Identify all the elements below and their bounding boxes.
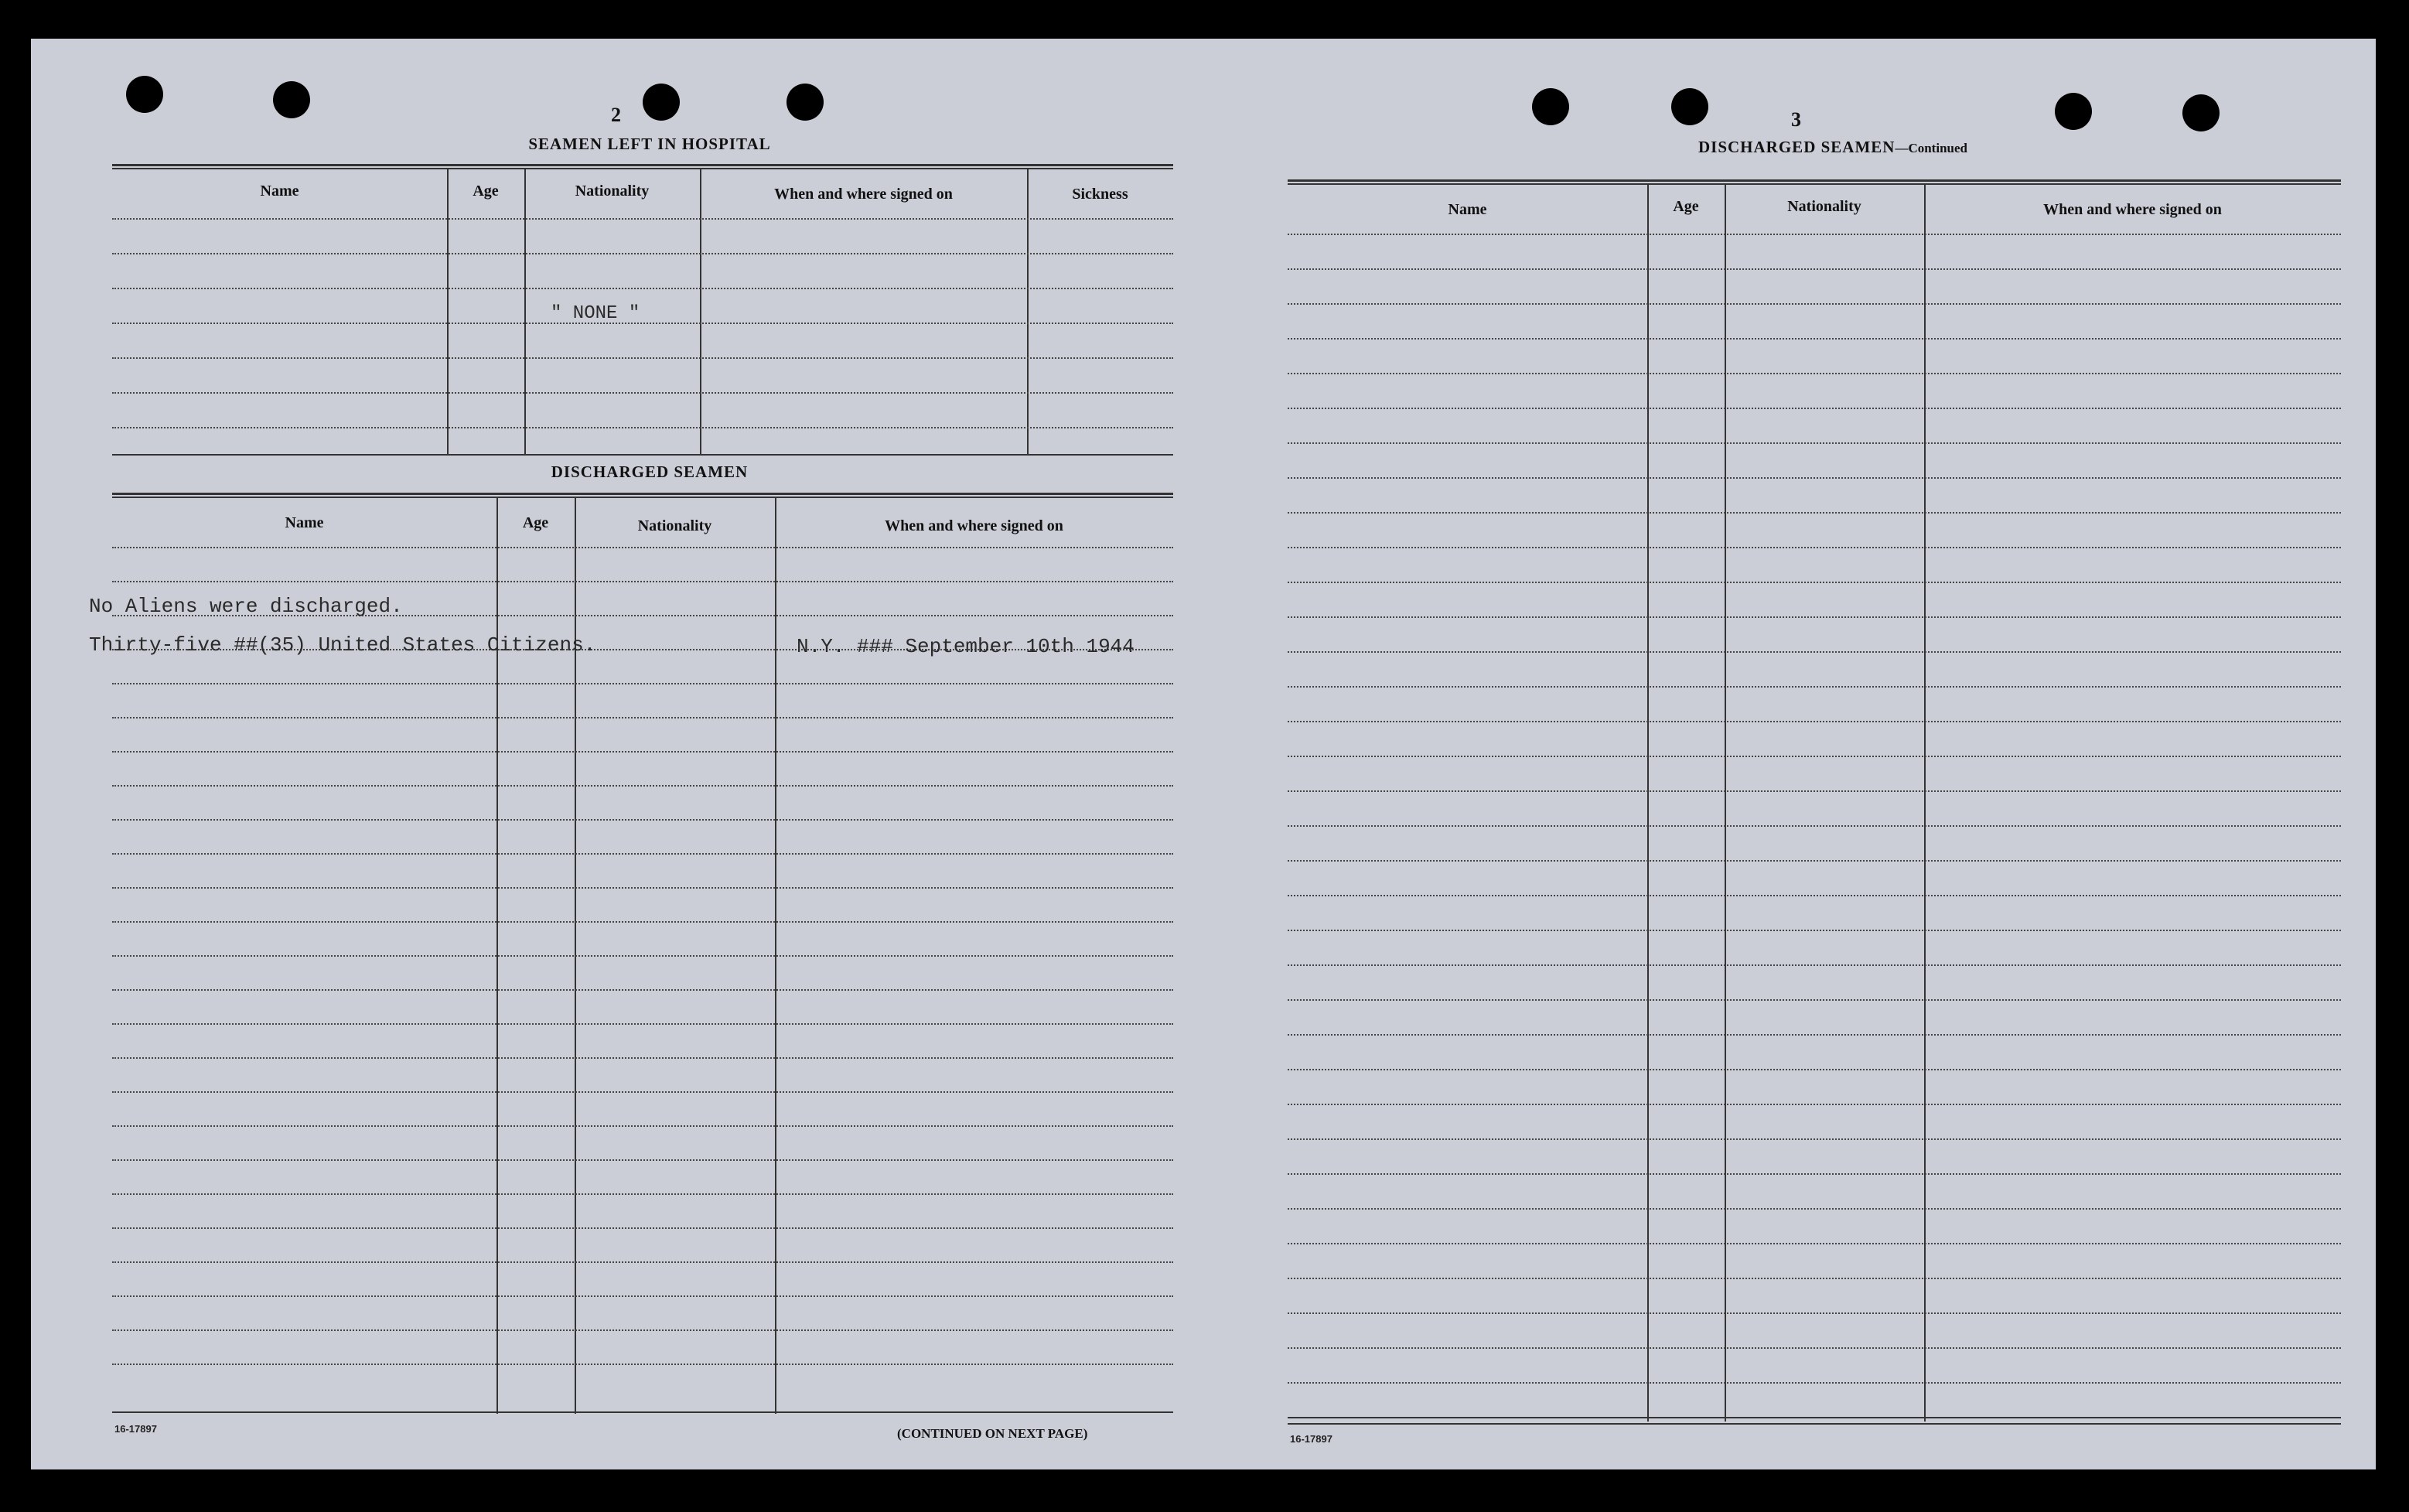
section-title-hospital: SEAMEN LEFT IN HOSPITAL [528,135,771,153]
col-when-where: When and where signed on [885,517,1063,534]
punch-hole [643,84,680,121]
hospital-table [112,164,1173,493]
punch-hole [2182,94,2220,131]
form-number: 16-17897 [1290,1433,1332,1445]
punch-hole [273,81,310,118]
col-name: Name [285,514,324,531]
page-number: 3 [1791,108,1801,131]
continued-note: (CONTINUED ON NEXT PAGE) [897,1426,1088,1441]
page-number: 2 [611,104,621,126]
col-name: Name [260,183,299,200]
hospital-entry: " NONE " [551,303,640,324]
discharged-table-left [89,493,1173,1459]
discharged-note-line-1: No Aliens were discharged. [89,595,403,618]
punch-hole [2055,93,2092,130]
punch-hole [787,84,824,121]
continued-title: DISCHARGED SEAMEN [1698,138,1895,156]
section-title-discharged: DISCHARGED SEAMEN [551,462,749,481]
col-sickness: Sickness [1072,186,1128,203]
col-when-where: When and where signed on [2043,201,2222,218]
punch-hole [1671,88,1708,125]
col-nationality: Nationality [575,183,650,200]
col-age: Age [522,514,549,531]
continued-suffix: —Continued [1895,141,1967,155]
punch-hole [1532,88,1569,125]
punch-hole [126,76,163,113]
col-name: Name [1448,201,1487,218]
col-nationality: Nationality [637,517,712,534]
form-number: 16-17897 [114,1423,157,1435]
col-age: Age [473,183,499,200]
discharged-signed-on: N.Y. ### September 10th 1944 [797,635,1135,658]
col-age: Age [1673,198,1699,215]
document-sheet [31,39,2376,1469]
col-when-where: When and where signed on [774,186,953,203]
discharged-note-line-2: Thirty-five ##(35) United States Citizens. [89,633,596,657]
col-nationality: Nationality [1787,198,1861,215]
discharged-table-right [1288,179,2341,1463]
section-title-discharged-continued [1524,138,2142,157]
